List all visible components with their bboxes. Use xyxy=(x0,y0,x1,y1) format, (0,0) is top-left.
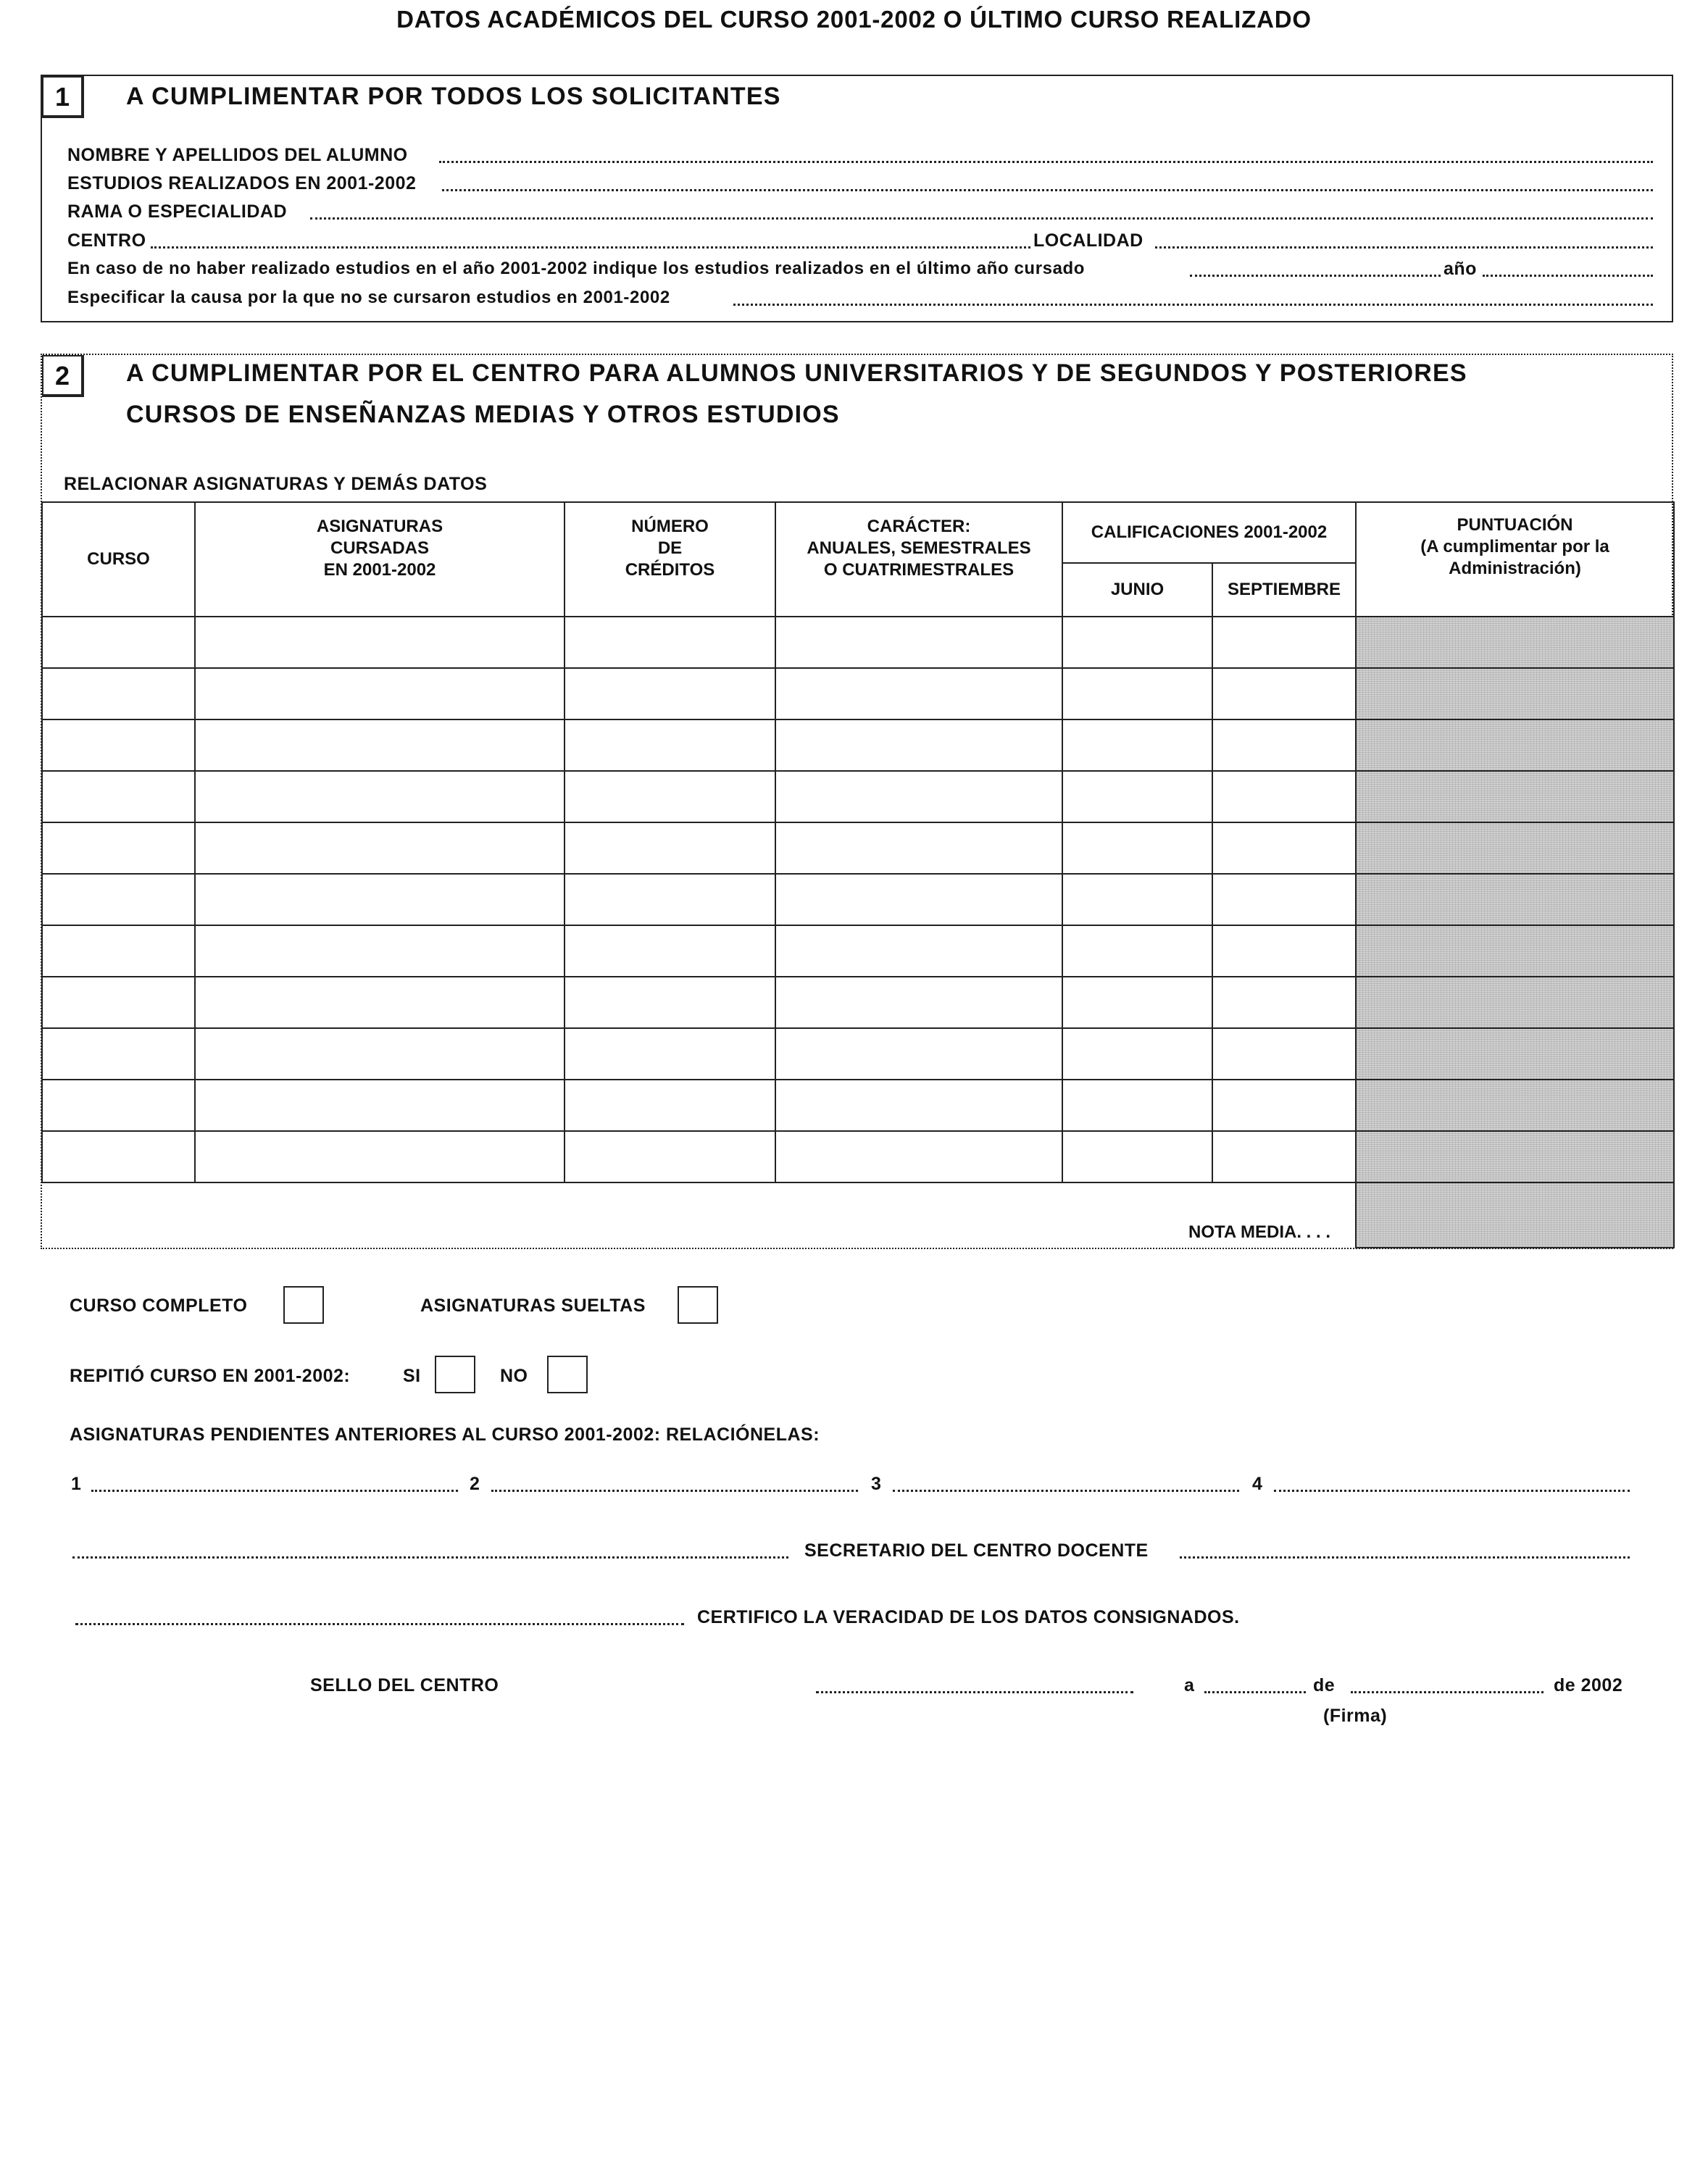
grade-row xyxy=(42,1028,1674,1080)
cell-curso[interactable] xyxy=(42,1131,195,1182)
cell-curso[interactable] xyxy=(42,1080,195,1131)
cell-junio[interactable] xyxy=(1062,822,1212,874)
label-estudios: ESTUDIOS REALIZADOS EN 2001-2002 xyxy=(67,173,417,193)
label-certifico: CERTIFICO LA VERACIDAD DE LOS DATOS CONSIGNADOS. xyxy=(697,1607,1240,1627)
field-lugar[interactable] xyxy=(816,1691,1133,1693)
secretario-right-field[interactable] xyxy=(1180,1556,1630,1559)
label-a: a xyxy=(1184,1675,1195,1695)
header-junio: JUNIO xyxy=(1062,563,1212,617)
field-causa[interactable] xyxy=(733,304,1653,306)
cell-junio[interactable] xyxy=(1062,1080,1212,1131)
cell-curso[interactable] xyxy=(42,977,195,1028)
header-septiembre: SEPTIEMBRE xyxy=(1212,563,1356,617)
cell-puntuacion xyxy=(1356,1028,1674,1080)
cell-creditos[interactable] xyxy=(565,617,775,668)
cell-asignatura[interactable] xyxy=(195,668,565,719)
cell-junio[interactable] xyxy=(1062,1131,1212,1182)
page-title: DATOS ACADÉMICOS DEL CURSO 2001-2002 O ÚLTIMO CURSO REALIZADO xyxy=(396,6,1312,33)
label-rama: RAMA O ESPECIALIDAD xyxy=(67,201,288,222)
label-firma: (Firma) xyxy=(1323,1706,1388,1726)
pendiente-4-field[interactable] xyxy=(1274,1490,1630,1492)
grade-row xyxy=(42,719,1674,771)
checkbox-asignaturas-sueltas[interactable] xyxy=(678,1286,718,1324)
label-secretario: SECRETARIO DEL CENTRO DOCENTE xyxy=(804,1540,1149,1561)
cell-asignatura[interactable] xyxy=(195,925,565,977)
cell-septiembre[interactable] xyxy=(1212,977,1356,1028)
nota-media-value xyxy=(1356,1182,1674,1248)
field-mes[interactable] xyxy=(1351,1691,1544,1693)
cell-curso[interactable] xyxy=(42,1028,195,1080)
pendiente-1-num: 1 xyxy=(71,1474,82,1494)
label-caso: En caso de no haber realizado estudios en el año 2001-2002 indique los estudios realizados en el último año cursado xyxy=(67,259,1086,278)
cell-septiembre[interactable] xyxy=(1212,668,1356,719)
cell-septiembre[interactable] xyxy=(1212,1080,1356,1131)
header-asignaturas: ASIGNATURAS CURSADAS EN 2001-2002 xyxy=(195,502,565,617)
grades-table xyxy=(41,501,1675,1248)
cell-asignatura[interactable] xyxy=(195,874,565,925)
header-calificaciones: CALIFICACIONES 2001-2002 xyxy=(1062,502,1356,563)
cell-asignatura[interactable] xyxy=(195,771,565,822)
cell-caracter[interactable] xyxy=(775,1080,1062,1131)
section-1-box xyxy=(41,75,1673,322)
grade-row xyxy=(42,668,1674,719)
cell-asignatura[interactable] xyxy=(195,1080,565,1131)
cell-junio[interactable] xyxy=(1062,668,1212,719)
cell-caracter[interactable] xyxy=(775,977,1062,1028)
cell-junio[interactable] xyxy=(1062,977,1212,1028)
cell-curso[interactable] xyxy=(42,925,195,977)
cell-creditos[interactable] xyxy=(565,1080,775,1131)
pendiente-1-field[interactable] xyxy=(91,1490,458,1492)
cell-junio[interactable] xyxy=(1062,719,1212,771)
cell-puntuacion xyxy=(1356,822,1674,874)
checkbox-repitio-si[interactable] xyxy=(435,1356,475,1393)
field-dia[interactable] xyxy=(1204,1691,1306,1693)
cell-septiembre[interactable] xyxy=(1212,1028,1356,1080)
grade-row xyxy=(42,925,1674,977)
nota-media-cell xyxy=(42,1182,1356,1248)
label-no: NO xyxy=(500,1366,528,1386)
grade-row xyxy=(42,874,1674,925)
cell-septiembre[interactable] xyxy=(1212,874,1356,925)
label-causa: Especificar la causa por la que no se cursaron estudios en 2001-2002 xyxy=(67,288,670,307)
cell-asignatura[interactable] xyxy=(195,1028,565,1080)
cell-caracter[interactable] xyxy=(775,668,1062,719)
pendiente-2-field[interactable] xyxy=(491,1490,858,1492)
header-caracter: CARÁCTER: ANUALES, SEMESTRALES O CUATRIMESTRALES xyxy=(775,502,1062,617)
field-localidad[interactable] xyxy=(1155,246,1653,249)
cell-caracter[interactable] xyxy=(775,1028,1062,1080)
label-pendientes: ASIGNATURAS PENDIENTES ANTERIORES AL CURSO 2001-2002: RELACIÓNELAS: xyxy=(70,1424,820,1445)
header-numero-creditos: NÚMERO DE CRÉDITOS xyxy=(565,502,775,617)
cell-curso[interactable] xyxy=(42,874,195,925)
cell-puntuacion xyxy=(1356,617,1674,668)
cell-caracter[interactable] xyxy=(775,719,1062,771)
cell-puntuacion xyxy=(1356,874,1674,925)
header-puntuacion: PUNTUACIÓN (A cumplimentar por la Administración) xyxy=(1356,502,1674,617)
cell-puntuacion xyxy=(1356,1080,1674,1131)
field-ultimo-estudios[interactable] xyxy=(1190,275,1441,277)
cell-septiembre[interactable] xyxy=(1212,771,1356,822)
section-2-title-line2: CURSOS DE ENSEÑANZAS MEDIAS Y OTROS ESTUDIOS xyxy=(126,401,840,428)
grade-row xyxy=(42,1131,1674,1182)
cell-creditos[interactable] xyxy=(565,977,775,1028)
cell-puntuacion xyxy=(1356,1131,1674,1182)
pendiente-3-num: 3 xyxy=(871,1474,882,1494)
section-1-number: 1 xyxy=(42,76,84,118)
cell-curso[interactable] xyxy=(42,822,195,874)
cell-caracter[interactable] xyxy=(775,822,1062,874)
checkbox-repitio-no[interactable] xyxy=(547,1356,588,1393)
cell-asignatura[interactable] xyxy=(195,822,565,874)
cell-asignatura[interactable] xyxy=(195,617,565,668)
section-1-title: A CUMPLIMENTAR POR TODOS LOS SOLICITANTES xyxy=(126,83,781,110)
cell-asignatura[interactable] xyxy=(195,719,565,771)
cell-curso[interactable] xyxy=(42,719,195,771)
cell-septiembre[interactable] xyxy=(1212,822,1356,874)
label-anio: año xyxy=(1444,259,1477,279)
cell-septiembre[interactable] xyxy=(1212,719,1356,771)
pendiente-3-field[interactable] xyxy=(893,1490,1239,1492)
section-2-subtitle: RELACIONAR ASIGNATURAS Y DEMÁS DATOS xyxy=(64,474,488,494)
cell-junio[interactable] xyxy=(1062,1028,1212,1080)
label-asignaturas-sueltas: ASIGNATURAS SUELTAS xyxy=(420,1296,646,1316)
cell-curso[interactable] xyxy=(42,771,195,822)
cell-creditos[interactable] xyxy=(565,668,775,719)
cell-creditos[interactable] xyxy=(565,719,775,771)
cell-asignatura[interactable] xyxy=(195,977,565,1028)
label-centro: CENTRO xyxy=(67,230,146,251)
cell-septiembre[interactable] xyxy=(1212,617,1356,668)
label-nombre: NOMBRE Y APELLIDOS DEL ALUMNO xyxy=(67,145,408,165)
label-sello: SELLO DEL CENTRO xyxy=(310,1675,499,1695)
cell-curso[interactable] xyxy=(42,668,195,719)
cell-caracter[interactable] xyxy=(775,925,1062,977)
cell-asignatura[interactable] xyxy=(195,1131,565,1182)
cell-septiembre[interactable] xyxy=(1212,1131,1356,1182)
section-2-title-line1: A CUMPLIMENTAR POR EL CENTRO PARA ALUMNOS UNIVERSITARIOS Y DE SEGUNDOS Y POSTERIORES xyxy=(126,359,1467,387)
secretario-name-field[interactable] xyxy=(72,1556,788,1559)
pendiente-2-num: 2 xyxy=(470,1474,480,1494)
cell-junio[interactable] xyxy=(1062,925,1212,977)
pendiente-4-num: 4 xyxy=(1252,1474,1263,1494)
header-curso: CURSO xyxy=(42,502,195,617)
grade-row xyxy=(42,977,1674,1028)
field-rama[interactable] xyxy=(310,217,1653,220)
cell-caracter[interactable] xyxy=(775,1131,1062,1182)
cell-junio[interactable] xyxy=(1062,874,1212,925)
cell-creditos[interactable] xyxy=(565,822,775,874)
cell-puntuacion xyxy=(1356,771,1674,822)
label-de-2002: de 2002 xyxy=(1554,1675,1623,1695)
label-repitio: REPITIÓ CURSO EN 2001-2002: xyxy=(70,1366,351,1386)
nota-media-label: NOTA MEDIA. . . . xyxy=(1188,1222,1331,1242)
cell-creditos[interactable] xyxy=(565,1028,775,1080)
cell-puntuacion xyxy=(1356,925,1674,977)
label-de-1: de xyxy=(1313,1675,1336,1695)
cell-caracter[interactable] xyxy=(775,617,1062,668)
label-localidad: LOCALIDAD xyxy=(1033,230,1143,251)
grade-row xyxy=(42,771,1674,822)
field-anio[interactable] xyxy=(1483,275,1653,277)
cell-caracter[interactable] xyxy=(775,771,1062,822)
field-centro[interactable] xyxy=(151,246,1030,249)
grade-row xyxy=(42,617,1674,668)
label-curso-completo: CURSO COMPLETO xyxy=(70,1296,248,1316)
cell-creditos[interactable] xyxy=(565,925,775,977)
label-si: SI xyxy=(403,1366,421,1386)
cell-creditos[interactable] xyxy=(565,1131,775,1182)
cell-puntuacion xyxy=(1356,719,1674,771)
grade-row xyxy=(42,1080,1674,1131)
cell-puntuacion xyxy=(1356,668,1674,719)
grade-row xyxy=(42,822,1674,874)
cell-puntuacion xyxy=(1356,977,1674,1028)
cell-creditos[interactable] xyxy=(565,874,775,925)
certifico-name-field[interactable] xyxy=(75,1623,684,1625)
field-nombre[interactable] xyxy=(439,161,1653,163)
cell-junio[interactable] xyxy=(1062,771,1212,822)
section-2-number: 2 xyxy=(42,355,84,397)
checkbox-curso-completo[interactable] xyxy=(283,1286,324,1324)
cell-septiembre[interactable] xyxy=(1212,925,1356,977)
cell-creditos[interactable] xyxy=(565,771,775,822)
field-estudios[interactable] xyxy=(442,189,1653,191)
cell-caracter[interactable] xyxy=(775,874,1062,925)
cell-curso[interactable] xyxy=(42,617,195,668)
cell-junio[interactable] xyxy=(1062,617,1212,668)
